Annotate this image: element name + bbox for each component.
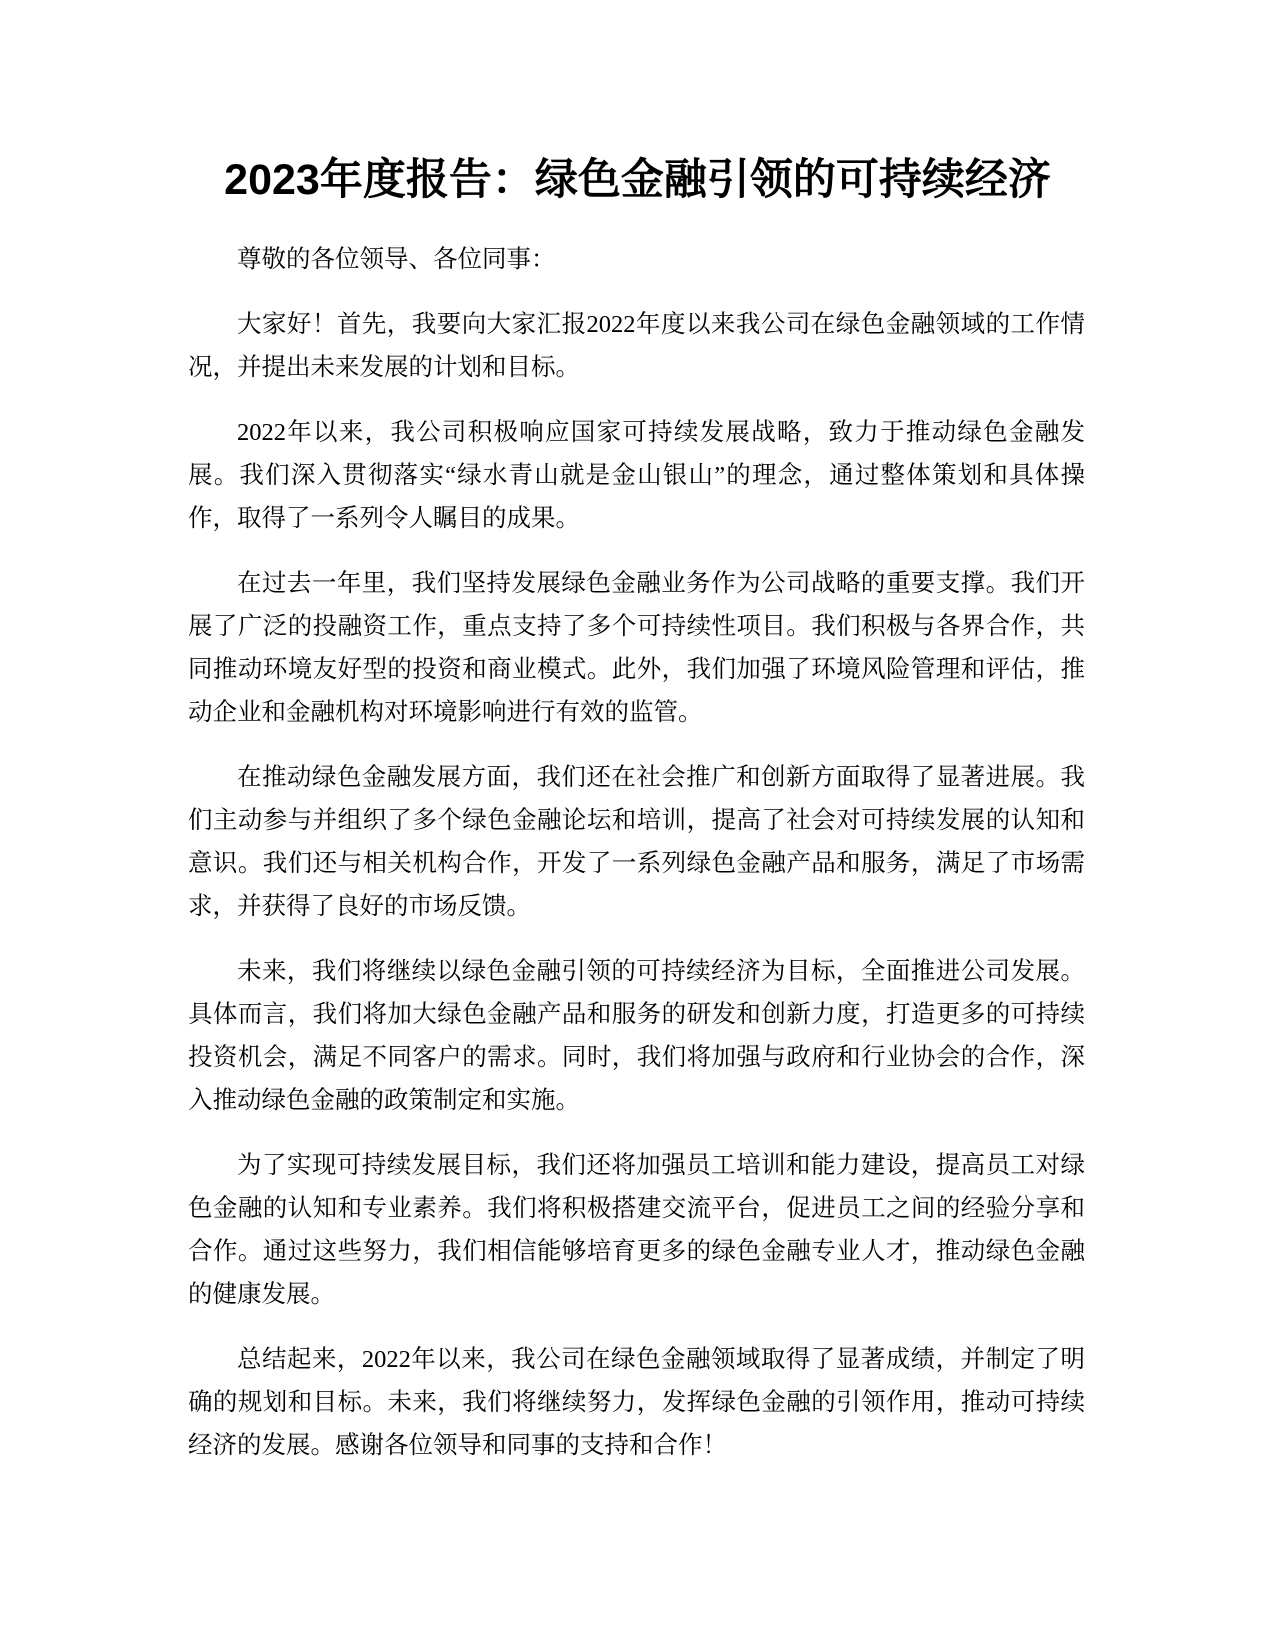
paragraph-intro: 大家好！首先，我要向大家汇报2022年度以来我公司在绿色金融领域的工作情况，并提出未来发展的计划和目标。: [188, 311, 1085, 381]
document-title: 2023年度报告：绿色金融引领的可持续经济: [224, 156, 1051, 204]
paragraph-strategy: 2022年以来，我公司积极响应国家可持续发展战略，致力于推动绿色金融发展。我们深入贯彻落实“绿水青山就是金山银山”的理念，通过整体策划和具体操作，取得了一系列令人瞩目的成果。: [188, 419, 1085, 532]
paragraph-promotion: 在推动绿色金融发展方面，我们还在社会推广和创新方面取得了显著进展。我们主动参与并组织了多个绿色金融论坛和培训，提高了社会对可持续发展的认知和意识。我们还与相关机构合作，开发了一系列绿色金融产品和服务，满足了市场需求，并获得了良好的市场反馈。: [188, 764, 1085, 920]
document-body: [188, 238, 1085, 1489]
paragraph-future: 未来，我们将继续以绿色金融引领的可持续经济为目标，全面推进公司发展。具体而言，我们将加大绿色金融产品和服务的研发和创新力度，打造更多的可持续投资机会，满足不同客户的需求。同时，我们将加强与政府和行业协会的合作，深入推动绿色金融的政策制定和实施。: [188, 958, 1085, 1114]
paragraph-greeting: 尊敬的各位领导、各位同事：: [237, 246, 556, 273]
paragraph-conclusion: 总结起来，2022年以来，我公司在绿色金融领域取得了显著成绩，并制定了明确的规划和目标。未来，我们将继续努力，发挥绿色金融的引领作用，推动可持续经济的发展。感谢各位领导和同事的支持和合作！: [188, 1346, 1085, 1459]
paragraph-training: 为了实现可持续发展目标，我们还将加强员工培训和能力建设，提高员工对绿色金融的认知和专业素养。我们将积极搭建交流平台，促进员工之间的经验分享和合作。通过这些努力，我们相信能够培育更多的绿色金融专业人才，推动绿色金融的健康发展。: [188, 1152, 1085, 1308]
paragraph-past-year: 在过去一年里，我们坚持发展绿色金融业务作为公司战略的重要支撑。我们开展了广泛的投融资工作，重点支持了多个可持续性项目。我们积极与各界合作，共同推动环境友好型的投资和商业模式。此外，我们加强了环境风险管理和评估，推动企业和金融机构对环境影响进行有效的监管。: [188, 570, 1085, 726]
